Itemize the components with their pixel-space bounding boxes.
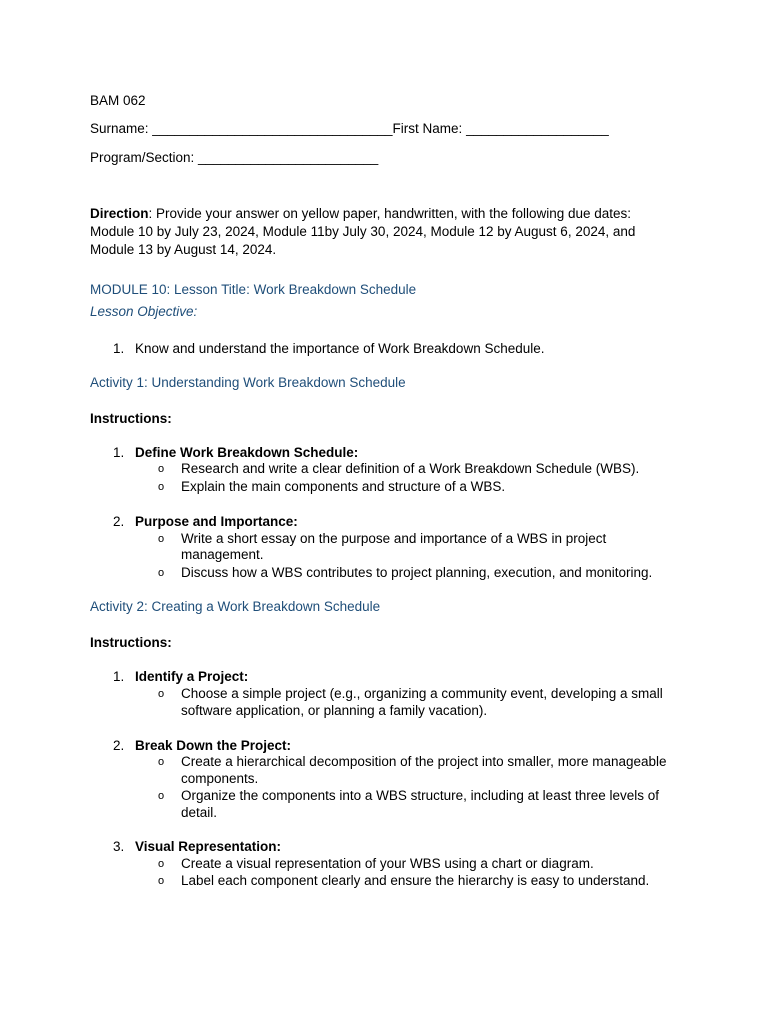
objective-text: Know and understand the importance of Work Breakdown Schedule. <box>135 341 545 356</box>
module-title: MODULE 10: Lesson Title: Work Breakdown Schedule <box>90 282 417 297</box>
bullet-icon: o <box>158 858 165 870</box>
a1-item-2-heading: Purpose and Importance: <box>135 514 298 529</box>
bullet-icon: o <box>158 533 165 545</box>
a1-item-2-bullet-1-line-2: management. <box>181 547 264 562</box>
program-line <box>90 149 378 166</box>
firstname-label: First Name: <box>392 121 467 136</box>
a1-item-2-bullet-2: Discuss how a WBS contributes to project planning, execution, and monitoring. <box>181 565 653 580</box>
bullet-icon: o <box>158 567 165 579</box>
surname-label: Surname: <box>90 121 153 136</box>
a2-item-3-bullet-2: Label each component clearly and ensure the hierarchy is easy to understand. <box>181 873 650 888</box>
a1-item-1-bullet-2: Explain the main components and structure of a WBS. <box>181 479 506 494</box>
direction-line-2: Module 10 by July 23, 2024, Module 11by July 30, 2024, Module 12 by August 6, 2024, and <box>90 224 636 239</box>
program-blank: ________________________ <box>198 150 379 165</box>
activity-2-instructions: Instructions: <box>90 635 172 650</box>
a1-item-1-number: 1. <box>113 445 125 460</box>
a2-item-2-bullet-1-line-2: components. <box>181 771 259 786</box>
bullet-icon: o <box>158 790 165 802</box>
bullet-icon: o <box>158 463 165 475</box>
a1-item-2-bullet-1-line-1: Write a short essay on the purpose and importance of a WBS in project <box>181 531 607 546</box>
a1-item-1-heading: Define Work Breakdown Schedule: <box>135 445 359 460</box>
activity-1-instructions: Instructions: <box>90 411 172 426</box>
a2-item-2-bullet-1-line-1: Create a hierarchical decomposition of the project into smaller, more manageable <box>181 754 667 769</box>
name-line <box>90 120 609 137</box>
a2-item-2-heading: Break Down the Project: <box>135 738 292 753</box>
activity-2-title: Activity 2: Creating a Work Breakdown Schedule <box>90 599 381 614</box>
bullet-icon: o <box>158 481 165 493</box>
bullet-icon: o <box>158 688 165 700</box>
direction-line-1 <box>90 205 631 222</box>
direction-label: Direction <box>90 206 149 221</box>
surname-blank: ________________________________ <box>152 121 393 136</box>
course-code: BAM 062 <box>90 93 146 108</box>
a2-item-3-heading: Visual Representation: <box>135 839 282 854</box>
a1-item-1-bullet-1: Research and write a clear definition of a Work Breakdown Schedule (WBS). <box>181 461 640 476</box>
a1-item-2-number: 2. <box>113 514 125 529</box>
a2-item-2-bullet-2-line-1: Organize the components into a WBS structure, including at least three levels of <box>181 788 659 803</box>
a2-item-1-bullet-1-line-1: Choose a simple project (e.g., organizing a community event, developing a small <box>181 686 663 701</box>
firstname-blank: ___________________ <box>466 121 609 136</box>
program-label: Program/Section: <box>90 150 199 165</box>
a2-item-1-bullet-1-line-2: software application, or planning a family vacation). <box>181 703 488 718</box>
a2-item-3-number: 3. <box>113 839 125 854</box>
a2-item-1-number: 1. <box>113 669 125 684</box>
activity-1-title: Activity 1: Understanding Work Breakdown Schedule <box>90 375 406 390</box>
objective-number: 1. <box>113 341 125 356</box>
bullet-icon: o <box>158 875 165 887</box>
a2-item-2-number: 2. <box>113 738 125 753</box>
a2-item-3-bullet-1: Create a visual representation of your WBS using a chart or diagram. <box>181 856 594 871</box>
lesson-objective-label: Lesson Objective: <box>90 304 198 319</box>
a2-item-2-bullet-2-line-2: detail. <box>181 805 218 820</box>
direction-text-1: : Provide your answer on yellow paper, handwritten, with the following due dates: <box>148 206 632 221</box>
bullet-icon: o <box>158 756 165 768</box>
direction-line-3: Module 13 by August 14, 2024. <box>90 242 277 257</box>
a2-item-1-heading: Identify a Project: <box>135 669 249 684</box>
